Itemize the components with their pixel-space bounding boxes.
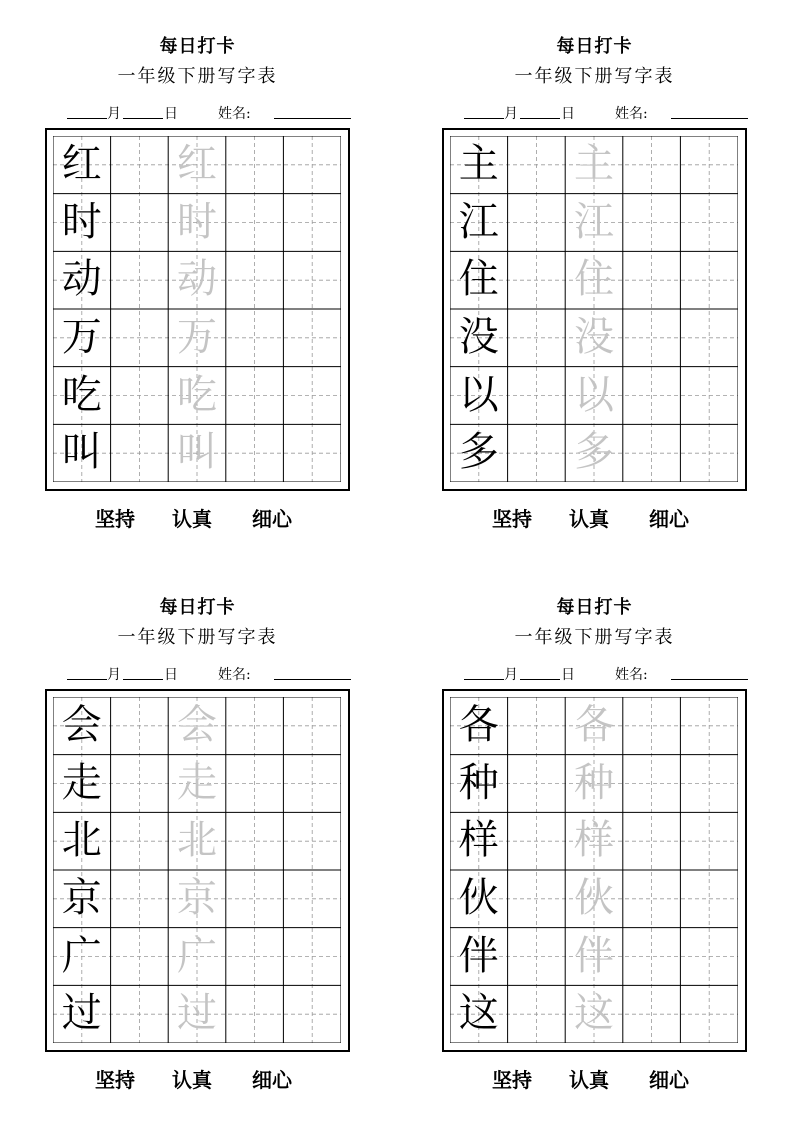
char-row (53, 194, 341, 252)
practice-cell[interactable] (623, 870, 681, 928)
model-character: 北 (61, 817, 102, 864)
char-row (53, 812, 341, 870)
name-blank[interactable] (671, 118, 748, 119)
slogan-word: 坚持 (95, 1068, 135, 1092)
practice-cell[interactable] (283, 424, 341, 482)
slogan-line (442, 503, 747, 533)
slogan-word: 坚持 (95, 507, 135, 531)
model-character: 种 (458, 759, 499, 806)
model-character: 江 (458, 198, 499, 245)
name-label: 姓名: (218, 106, 251, 122)
day-blank[interactable] (520, 679, 560, 680)
trace-character: 会 (176, 702, 217, 748)
practice-cell[interactable] (111, 251, 169, 309)
sheet-title: 每日打卡 (556, 597, 633, 618)
practice-cell[interactable] (226, 812, 284, 870)
practice-cell[interactable] (680, 136, 738, 194)
char-row (53, 251, 341, 309)
date-name-line (45, 662, 350, 684)
practice-cell[interactable] (508, 812, 566, 870)
practice-cell[interactable] (111, 870, 169, 928)
char-row (53, 985, 341, 1043)
practice-cell[interactable] (111, 136, 169, 194)
trace-character: 伴 (573, 932, 614, 979)
practice-cell[interactable] (623, 309, 681, 367)
trace-character: 各 (573, 702, 614, 748)
month-label: 月 (107, 667, 121, 683)
char-row (450, 812, 738, 870)
practice-cell[interactable] (680, 424, 738, 482)
model-character: 住 (458, 256, 499, 303)
practice-cell[interactable] (623, 424, 681, 482)
practice-cell[interactable] (508, 367, 566, 425)
model-character: 以 (458, 371, 499, 418)
name-blank[interactable] (671, 679, 748, 680)
practice-cell[interactable] (226, 755, 284, 813)
name-blank[interactable] (274, 679, 351, 680)
practice-cell[interactable] (508, 136, 566, 194)
sheet-subtitle: 一年级下册写字表 (117, 627, 278, 648)
trace-character: 以 (573, 371, 614, 418)
day-label: 日 (164, 667, 178, 683)
slogan-line (45, 1064, 350, 1094)
writing-grid (450, 697, 738, 1043)
model-character: 主 (458, 141, 499, 187)
sheet-title: 每日打卡 (159, 36, 236, 57)
slogan-line (45, 503, 350, 533)
practice-cell[interactable] (226, 870, 284, 928)
slogan-word: 细心 (252, 1068, 292, 1092)
slogan-word: 坚持 (492, 507, 532, 531)
char-row (53, 309, 341, 367)
name-label: 姓名: (615, 106, 648, 122)
month-label: 月 (504, 106, 518, 122)
practice-cell[interactable] (623, 985, 681, 1043)
practice-cell[interactable] (680, 812, 738, 870)
practice-cell[interactable] (283, 697, 341, 755)
practice-cell[interactable] (623, 136, 681, 194)
practice-cell[interactable] (111, 812, 169, 870)
model-character: 没 (458, 314, 499, 360)
writing-grid-frame (442, 128, 747, 491)
practice-cell[interactable] (623, 812, 681, 870)
practice-cell[interactable] (111, 985, 169, 1043)
sheet-subtitle: 一年级下册写字表 (117, 66, 278, 87)
practice-cell[interactable] (680, 928, 738, 986)
writing-grid-frame (45, 128, 350, 491)
practice-cell[interactable] (680, 194, 738, 252)
practice-cell[interactable] (680, 697, 738, 755)
char-row (53, 755, 341, 813)
practice-cell[interactable] (111, 928, 169, 986)
practice-cell[interactable] (508, 424, 566, 482)
practice-cell[interactable] (508, 870, 566, 928)
practice-cell[interactable] (623, 928, 681, 986)
char-row (450, 870, 738, 928)
practice-sheet-2 (442, 0, 747, 531)
day-label: 日 (164, 106, 178, 122)
practice-cell[interactable] (623, 194, 681, 252)
model-character: 这 (458, 990, 499, 1037)
month-blank[interactable] (67, 679, 107, 680)
practice-cell[interactable] (226, 194, 284, 252)
char-row (450, 928, 738, 986)
char-row (53, 367, 341, 425)
practice-cell[interactable] (226, 251, 284, 309)
model-character: 吃 (61, 371, 102, 418)
trace-character: 没 (573, 314, 614, 360)
practice-cell[interactable] (623, 697, 681, 755)
writing-grid (53, 697, 341, 1043)
practice-sheet-1 (45, 0, 350, 531)
trace-character: 万 (176, 314, 217, 360)
day-blank[interactable] (520, 118, 560, 119)
char-row (53, 928, 341, 986)
practice-cell[interactable] (226, 136, 284, 194)
practice-cell[interactable] (111, 367, 169, 425)
practice-cell[interactable] (623, 755, 681, 813)
practice-cell[interactable] (283, 309, 341, 367)
slogan-line (442, 1064, 747, 1094)
char-row (450, 194, 738, 252)
model-character: 动 (61, 256, 102, 303)
trace-character: 住 (573, 256, 614, 303)
practice-sheet-3 (45, 561, 350, 1092)
writing-grid-frame (442, 689, 747, 1052)
practice-cell[interactable] (680, 755, 738, 813)
practice-cell[interactable] (508, 194, 566, 252)
slogan-word: 认真 (569, 507, 609, 531)
trace-character: 京 (176, 875, 217, 921)
slogan-word: 细心 (252, 507, 292, 531)
model-character: 广 (61, 932, 102, 979)
char-row (53, 424, 341, 482)
trace-character: 伙 (573, 875, 614, 921)
char-row (450, 251, 738, 309)
char-row (450, 367, 738, 425)
practice-cell[interactable] (283, 755, 341, 813)
practice-cell[interactable] (111, 309, 169, 367)
practice-cell[interactable] (111, 755, 169, 813)
model-character: 伴 (458, 932, 499, 979)
practice-cell[interactable] (680, 367, 738, 425)
month-label: 月 (107, 106, 121, 122)
slogan-word: 细心 (649, 1068, 689, 1092)
trace-character: 动 (176, 256, 217, 303)
practice-cell[interactable] (226, 367, 284, 425)
practice-cell[interactable] (226, 424, 284, 482)
model-character: 叫 (61, 429, 102, 476)
day-label: 日 (561, 667, 575, 683)
practice-cell[interactable] (226, 985, 284, 1043)
writing-grid (450, 136, 738, 482)
model-character: 红 (61, 141, 102, 187)
trace-character: 这 (573, 990, 614, 1037)
practice-sheet-4 (442, 561, 747, 1092)
practice-cell[interactable] (508, 309, 566, 367)
trace-character: 吃 (176, 371, 217, 418)
trace-character: 走 (176, 759, 217, 806)
day-label: 日 (561, 106, 575, 122)
month-blank[interactable] (67, 118, 107, 119)
practice-cell[interactable] (508, 928, 566, 986)
practice-cell[interactable] (680, 309, 738, 367)
practice-cell[interactable] (680, 985, 738, 1043)
practice-cell[interactable] (283, 251, 341, 309)
name-label: 姓名: (218, 667, 251, 683)
slogan-word: 认真 (569, 1068, 609, 1092)
month-blank[interactable] (464, 679, 504, 680)
day-blank[interactable] (123, 118, 163, 119)
char-row (450, 424, 738, 482)
practice-cell[interactable] (111, 697, 169, 755)
sheet-title: 每日打卡 (159, 597, 236, 618)
trace-character: 时 (176, 198, 217, 245)
trace-character: 多 (573, 429, 614, 476)
name-blank[interactable] (274, 118, 351, 119)
practice-cell[interactable] (508, 755, 566, 813)
trace-character: 过 (176, 990, 217, 1037)
month-blank[interactable] (464, 118, 504, 119)
model-character: 样 (458, 817, 499, 864)
practice-cell[interactable] (680, 870, 738, 928)
month-label: 月 (504, 667, 518, 683)
practice-cell[interactable] (283, 367, 341, 425)
slogan-word: 坚持 (492, 1068, 532, 1092)
date-name-line (45, 101, 350, 123)
model-character: 多 (458, 429, 499, 476)
char-row (53, 870, 341, 928)
sheet-subtitle: 一年级下册写字表 (514, 627, 675, 648)
model-character: 时 (61, 198, 102, 245)
writing-grid (53, 136, 341, 482)
sheet-subtitle: 一年级下册写字表 (514, 66, 675, 87)
char-row (450, 985, 738, 1043)
trace-character: 广 (176, 932, 217, 979)
practice-cell[interactable] (226, 928, 284, 986)
sheet-title: 每日打卡 (556, 36, 633, 57)
practice-cell[interactable] (680, 251, 738, 309)
writing-grid-frame (45, 689, 350, 1052)
day-blank[interactable] (123, 679, 163, 680)
practice-cell[interactable] (111, 194, 169, 252)
slogan-word: 认真 (172, 507, 212, 531)
slogan-word: 细心 (649, 507, 689, 531)
char-row (53, 136, 341, 194)
practice-cell[interactable] (283, 928, 341, 986)
trace-character: 江 (573, 198, 614, 245)
date-name-line (442, 662, 747, 684)
char-row (53, 697, 341, 755)
char-row (450, 136, 738, 194)
practice-cell[interactable] (283, 136, 341, 194)
practice-cell[interactable] (508, 697, 566, 755)
char-row (450, 309, 738, 367)
model-character: 伙 (458, 875, 499, 921)
trace-character: 种 (573, 759, 614, 806)
trace-character: 叫 (176, 429, 217, 476)
practice-cell[interactable] (283, 194, 341, 252)
practice-cell[interactable] (226, 697, 284, 755)
model-character: 过 (61, 990, 102, 1037)
model-character: 会 (61, 702, 102, 748)
practice-cell[interactable] (226, 309, 284, 367)
practice-cell[interactable] (623, 251, 681, 309)
model-character: 万 (61, 314, 102, 360)
practice-cell[interactable] (508, 985, 566, 1043)
trace-character: 主 (573, 141, 614, 187)
practice-cell[interactable] (508, 251, 566, 309)
model-character: 各 (458, 702, 499, 748)
model-character: 京 (61, 875, 102, 921)
name-label: 姓名: (615, 667, 648, 683)
practice-cell[interactable] (283, 985, 341, 1043)
trace-character: 样 (573, 817, 614, 864)
trace-character: 北 (176, 817, 217, 864)
practice-cell[interactable] (623, 367, 681, 425)
date-name-line (442, 101, 747, 123)
practice-cell[interactable] (283, 870, 341, 928)
trace-character: 红 (176, 141, 217, 187)
slogan-word: 认真 (172, 1068, 212, 1092)
char-row (450, 697, 738, 755)
practice-cell[interactable] (111, 424, 169, 482)
practice-cell[interactable] (283, 812, 341, 870)
char-row (450, 755, 738, 813)
model-character: 走 (61, 759, 102, 806)
